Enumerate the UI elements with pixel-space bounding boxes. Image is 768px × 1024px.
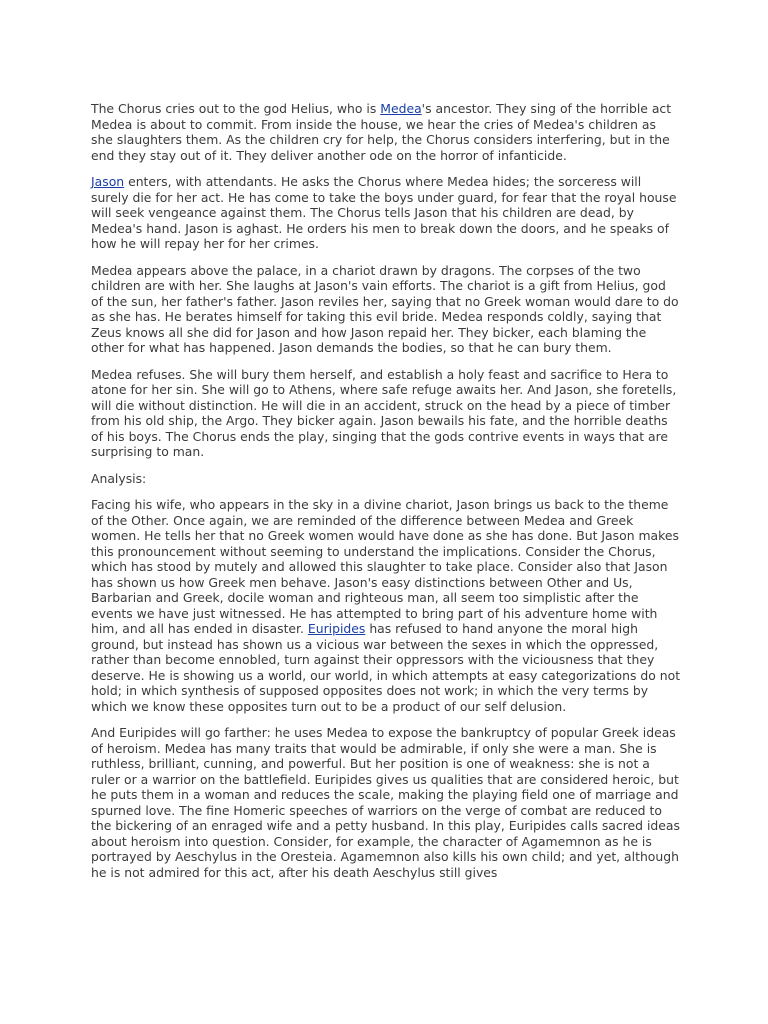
text-segment: And Euripides will go farther: he uses Medea to expose the bankruptcy of popular Greek ideas of heroism. Medea has many traits that would be admirable, if only she were a man. She is ruthless, brilliant, cunning, and powerful. But her position is one of weakness: she is not a ruler or a warrior on the battlefield. Euripides gives us qualities that are considered heroic, but he puts them in a woman and reduces the scale, making the playing field one of marriage and spurned love. The fine Homeric speeches of warriors on the verge of combat are reduced to the bickering of an enraged wife and a petty husband. In this play, Euripides calls sacred ideas about heroism into question. Consider, for example, the character of Agamemnon as he is portrayed by Aeschylus in the Oresteia. Agamemnon also kills his own child; and yet, although he is not admired for this act, after his death Aeschylus still gives — [91, 725, 680, 880]
paragraph-analysis-other — [91, 497, 681, 714]
text-segment: Medea refuses. She will bury them herself, and establish a holy feast and sacrifice to Hera to atone for her sin. She will go to Athens, where safe refuge awaits her. And Jason, she foretells, will die without distinction. He will die in an accident, struck on the head by a piece of timber from his old ship, the Argo. They bicker again. Jason bewails his fate, and the horrible deaths of his boys. The Chorus ends the play, singing that the gods contrive events in ways that are surprising to man. — [91, 366, 677, 459]
paragraph-analysis-heroism — [91, 725, 681, 880]
paragraph-medea-refuses — [91, 367, 681, 460]
paragraph-jason-enters — [91, 174, 681, 252]
paragraph-medea-chariot — [91, 263, 681, 356]
link-medea[interactable]: Medea — [380, 101, 422, 116]
link-euripides[interactable]: Euripides — [307, 621, 366, 636]
text-segment: Analysis: — [91, 470, 147, 486]
text-segment: The Chorus cries out to the god Helius, who is — [91, 101, 381, 116]
text-segment: enters, with attendants. He asks the Chorus where Medea hides; the sorceress will surely die for her act. He has come to take the boys under guard, for fear that the royal house will seek vengeance against them. The Chorus tells Jason that his children are dead, by Medea's hand. Jason is aghast. He orders his men to break down the doors, and he speaks of how he will repay her for her crimes. — [91, 174, 677, 251]
link-jason[interactable]: Jason — [91, 174, 125, 189]
document-body — [91, 101, 681, 891]
text-segment: 's ancestor. They sing of the horrible act Medea is about to commit. From inside the house, we hear the cries of Medea's children as she slaughters them. As the children cry for help, the Chorus considers interfering, but in the end they stay out of it. They deliver another ode on the horror of infanticide. — [91, 101, 672, 163]
paragraph-analysis-heading — [91, 471, 681, 487]
text-segment: has refused to hand anyone the moral high ground, but instead has shown us a vicious war between the sexes in which the oppressed, rather than become ennobled, turn against their oppressors with the viciousness that they deserve. He is showing us a world, our world, in which attempts at easy categorizations do not hold; in which synthesis of supposed opposites does not work; in which the very terms by which we know these opposites turn out to be a product of our self delusion. — [91, 621, 681, 714]
paragraph-chorus-helius — [91, 101, 681, 163]
text-segment: Facing his wife, who appears in the sky in a divine chariot, Jason brings us back to the theme of the Other. Once again, we are reminded of the difference between Medea and Greek women. He tells her that no Greek women would have done as she has done. But Jason makes this pronouncement without seeming to understand the implications. Consider the Chorus, which has stood by mutely and allowed this slaughter to take place. Consider also that Jason has shown us how Greek men behave. Jason's easy distinctions between Other and Us, Barbarian and Greek, docile woman and righteous man, all seem too simplistic after the events we have just witnessed. He has attempted to bring part of his adventure home with him, and all has ended in disaster. — [91, 497, 679, 636]
text-segment: Medea appears above the palace, in a chariot drawn by dragons. The corpses of the two children are with her. She laughs at Jason's vain efforts. The chariot is a gift from Helius, god of the sun, her father's father. Jason reviles her, saying that no Greek woman would dare to do as she has. He berates himself for taking this evil bride. Medea responds coldly, saying that Zeus knows all she did for Jason and how Jason repaid her. They bicker, each blaming the other for what has happened. Jason demands the bodies, so that he can bury them. — [91, 262, 679, 355]
